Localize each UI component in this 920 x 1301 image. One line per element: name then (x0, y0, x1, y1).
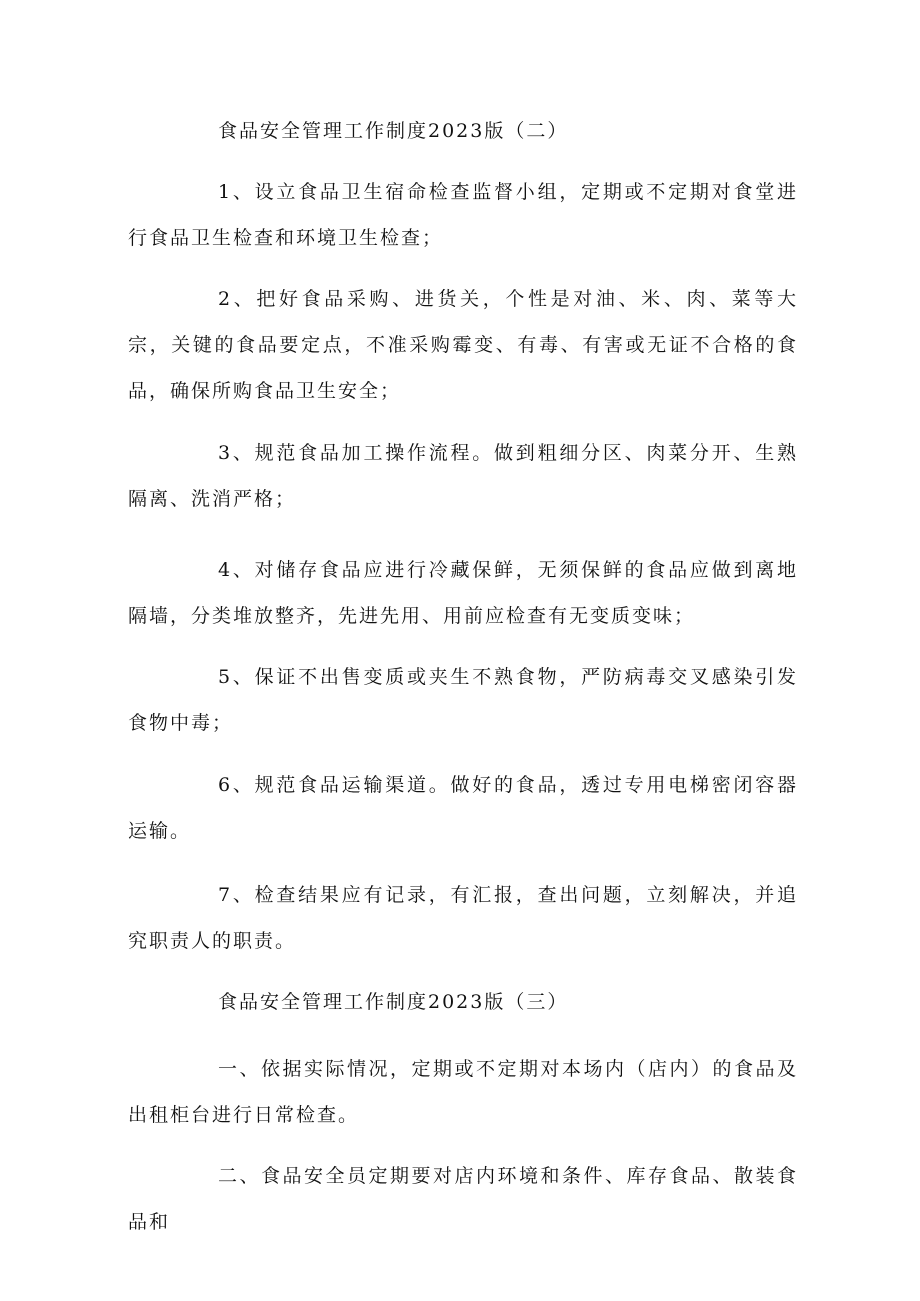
section-2-item-6: 6、规范食品运输渠道。做好的食品，透过专用电梯密闭容器运输。 (128, 774, 798, 842)
section-3-title: 食品安全管理工作制度2023版（三） (218, 991, 569, 1013)
section-2-item-5: 5、保证不出售变质或夹生不熟食物，严防病毒交叉感染引发食物中毒； (128, 666, 798, 734)
section-2-title: 食品安全管理工作制度2023版（二） (218, 120, 569, 142)
section-2-item-4: 4、对储存食品应进行冷藏保鲜，无须保鲜的食品应做到离地隔墙，分类堆放整齐，先进先用、用前应检查有无变质变味； (128, 559, 798, 627)
section-2-item-3: 3、规范食品加工操作流程。做到粗细分区、肉菜分开、生熟隔离、洗消严格； (128, 442, 798, 510)
section-2-item-2: 2、把好食品采购、进货关，个性是对油、米、肉、菜等大宗，关键的食品要定点，不准采购霉变、有毒、有害或无证不合格的食品，确保所购食品卫生安全； (128, 288, 798, 402)
section-2-item-1: 1、设立食品卫生宿命检查监督小组，定期或不定期对食堂进行食品卫生检查和环境卫生检查； (128, 181, 798, 249)
section-2-item-7: 7、检查结果应有记录，有汇报，查出问题，立刻解决，并追究职责人的职责。 (128, 884, 798, 952)
section-3-item-1: 一、依据实际情况，定期或不定期对本场内（店内）的食品及出租柜台进行日常检查。 (128, 1058, 798, 1126)
section-3-item-2: 二、食品安全员定期要对店内环境和条件、库存食品、散装食品和 (128, 1165, 798, 1233)
